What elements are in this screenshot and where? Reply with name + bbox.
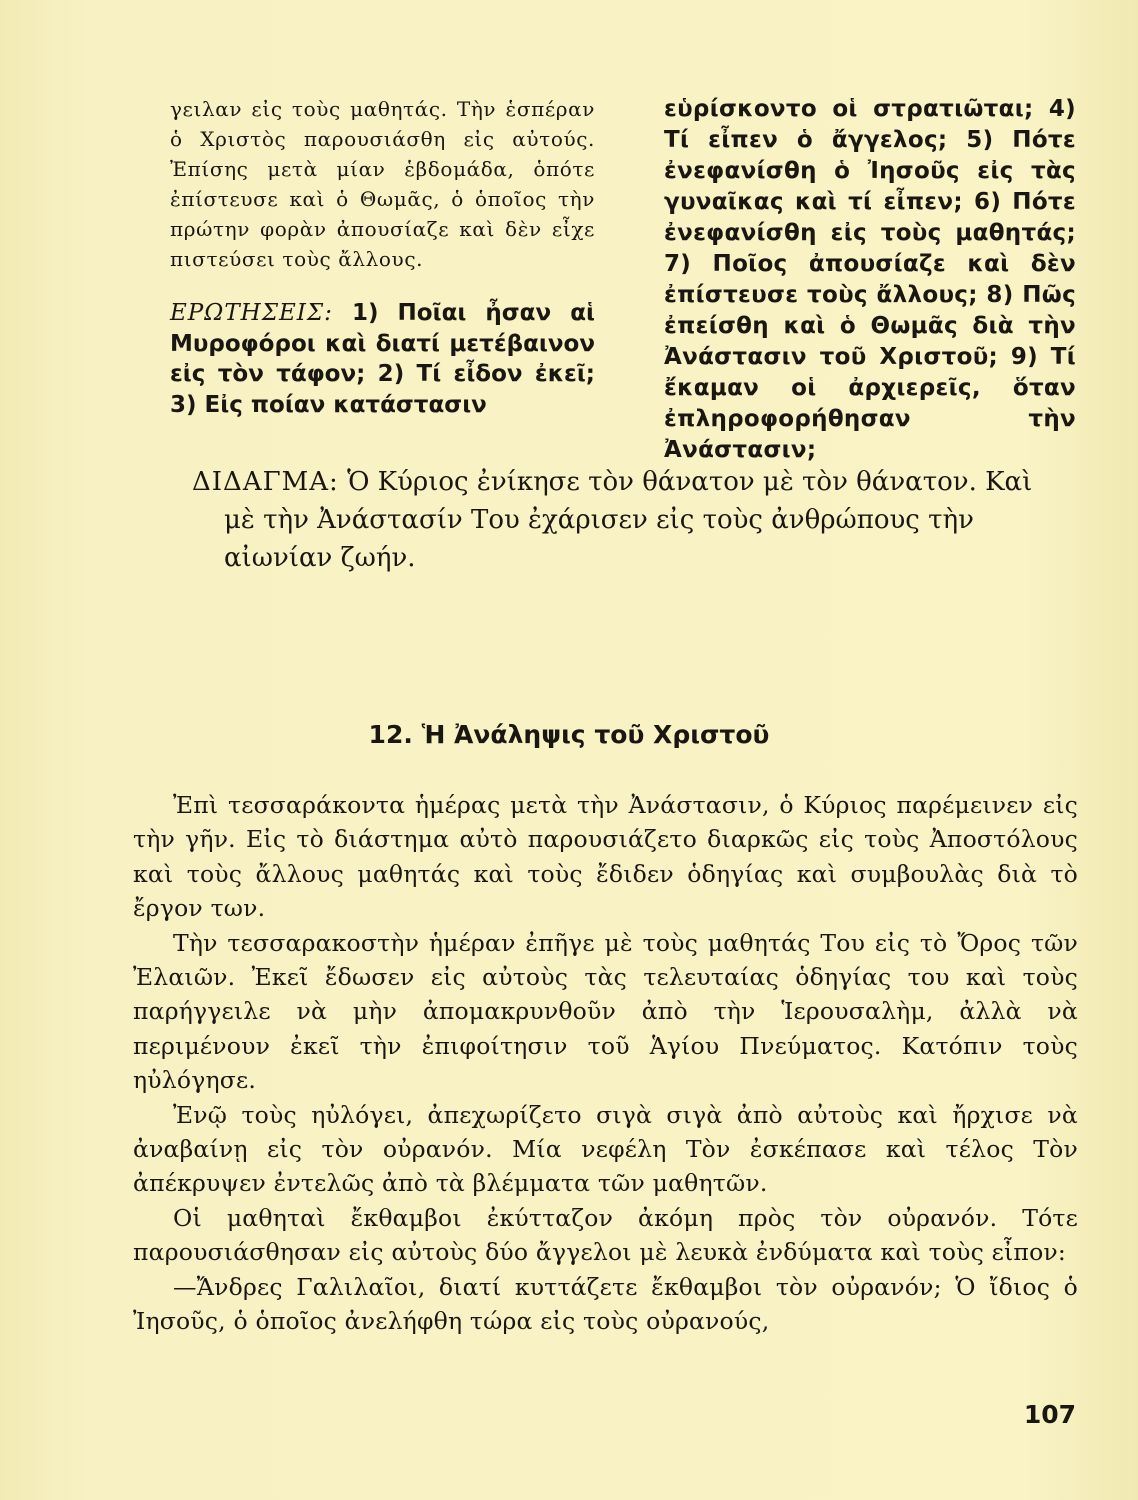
didagma-block (192, 463, 1052, 577)
left-column (170, 94, 595, 420)
questions-block (170, 298, 595, 420)
main-paragraph: Ἐπὶ τεσσαράκοντα ἡμέρας μετὰ τὴν Ἀνάστασιν, ὁ Κύριος παρέμεινεν εἰς τὴν γῆν. Εἰς τὸ διάστημα αὐτὸ παρουσιάζετο διαρκῶς εἰς τοὺς Ἀποστόλους καὶ τοὺς ἄλλους μαθητάς καὶ τοὺς ἔδιδεν ὁδηγίας καὶ συμβουλὰς διὰ τὸ ἔργον των. (133, 791, 1078, 923)
main-paragraph: Ἐνῷ τοὺς ηὐλόγει, ἀπεχωρίζετο σιγὰ σιγὰ ἀπὸ αὐτοὺς καὶ ἤρχισε νὰ ἀναβαίνῃ εἰς τὸν οὐρανόν. Μία νεφέλη Τὸν ἐσκέπασε καὶ τέλος Τὸν ἀπέκρυψεν ἐντελῶς ἀπὸ τὰ βλέμματα τῶν μαθητῶν. (133, 1100, 1078, 1198)
questions-label: ΕΡΩΤΗΣΕΙΣ: (170, 300, 333, 326)
section-number: 12. (368, 720, 413, 749)
questions-text-left: 1) Ποῖαι ἦσαν αἱ Μυροφόροι καὶ διατί μετέβαινον εἰς τὸν τάφον; 2) Τί εἶδον ἐκεῖ; 3) Εἰς ποίαν κατάστασιν (170, 300, 595, 418)
didagma-text: Ὁ Κύριος ἐνίκησε τὸν θάνατον μὲ τὸν θάνατον. Καὶ μὲ τὴν Ἀνάστασίν Του ἐχάρισεν εἰς τοὺς ἀνθρώπους τὴν αἰωνίαν ζωήν. (224, 467, 1033, 573)
questions-paragraph (170, 298, 595, 420)
main-paragraph: —Ἄνδρες Γαλιλαῖοι, διατί κυττάζετε ἔκθαμβοι τὸν οὐρανόν; Ὁ ἴδιος ὁ Ἰησοῦς, ὁ ὁποῖος ἀνελήφθη τώρα εἰς τοὺς οὐρανούς, (133, 1272, 1078, 1336)
didagma-label: ΔΙΔΑΓΜΑ: (192, 467, 339, 497)
section-title: Ἡ Ἀνάληψις τοῦ Χριστοῦ (421, 720, 770, 749)
main-text (133, 788, 1078, 1339)
main-paragraph: Τὴν τεσσαρακοστὴν ἡμέραν ἐπῆγε μὲ τοὺς μαθητάς Του εἰς τὸ Ὄρος τῶν Ἐλαιῶν. Ἐκεῖ ἔδωσεν εἰς αὐτοὺς τὰς τελευταίας ὁδηγίας του καὶ τοὺς παρήγγειλε νὰ μὴν ἀπομακρυνθοῦν ἀπὸ τὴν Ἱερουσαλὴμ, ἀλλὰ νὰ περιμένουν ἐκεῖ τὴν ἐπιφοίτησιν τοῦ Ἁγίου Πνεύματος. Κατόπιν τοὺς ηὐλόγησε. (133, 928, 1078, 1095)
right-column (664, 94, 1076, 466)
section-heading (0, 718, 1138, 752)
didagma-paragraph (192, 463, 1052, 577)
main-paragraph: Οἱ μαθηταὶ ἔκθαμβοι ἐκύτταζον ἀκόμη πρὸς τὸν οὐρανόν. Τότε παρουσιάσθησαν εἰς αὐτοὺς δύο ἄγγελοι μὲ λευκὰ ἐνδύματα καὶ τοὺς εἶπον: (133, 1203, 1078, 1267)
left-paragraph: γειλαν εἰς τοὺς μαθητάς. Τὴν ἑσπέραν ὁ Χριστὸς παρουσιάσθη εἰς αὐτούς. Ἐπίσης μετὰ μίαν ἑβδομάδα, ὁπότε ἐπίστευσε καὶ ὁ Θωμᾶς, ὁ ὁποῖος τὴν πρώτην φορὰν ἀπουσίαζε καὶ δὲν εἶχε πιστεύσει τοὺς ἄλλους. (170, 97, 595, 271)
questions-text-right: εὑρίσκοντο οἱ στρατιῶται; 4) Τί εἶπεν ὁ ἄγγελος; 5) Πότε ἐνεφανίσθη ὁ Ἰησοῦς εἰς τὰς γυναῖκας καὶ τί εἶπεν; 6) Πότε ἐνεφανίσθη εἰς τοὺς μαθητάς; 7) Ποῖος ἀπουσίαζε καὶ δὲν ἐπίστευσε τοὺς ἄλλους; 8) Πῶς ἐπείσθη καὶ ὁ Θωμᾶς διὰ τὴν Ἀνάστασιν τοῦ Χριστοῦ; 9) Τί ἔκαμαν οἱ ἀρχιερεῖς, ὅταν ἐπληροφορήθησαν τὴν Ἀνάστασιν; (664, 96, 1076, 463)
page-number: 107 (1023, 1400, 1076, 1429)
